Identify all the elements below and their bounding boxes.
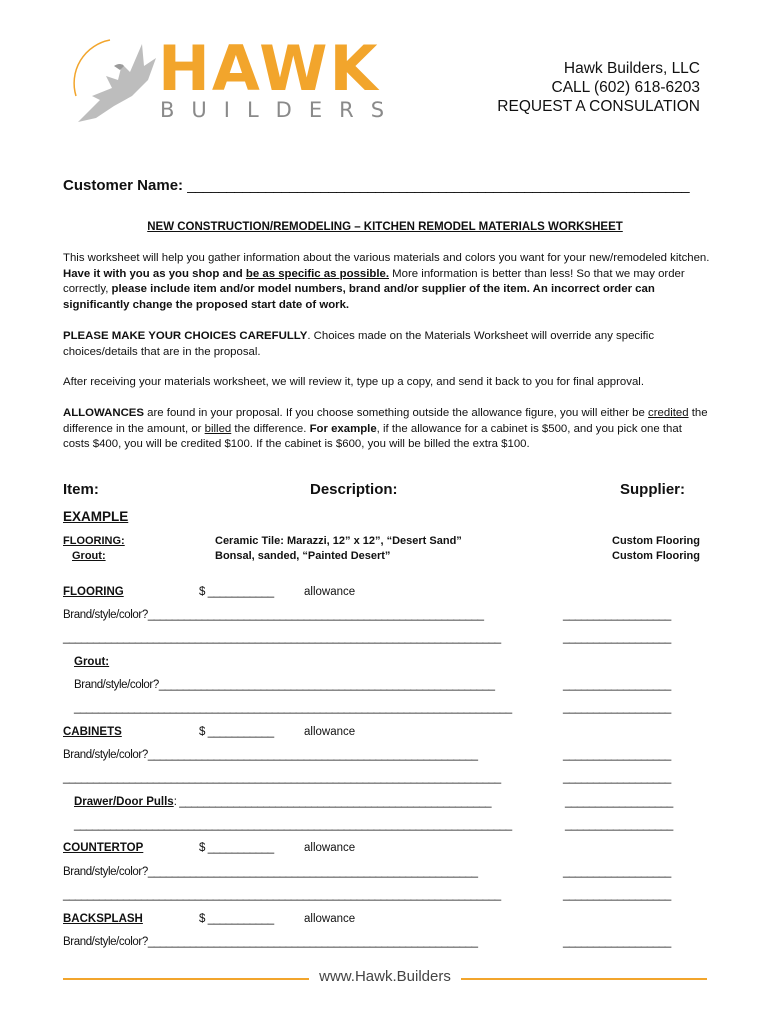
example-label: EXAMPLE: [63, 509, 129, 524]
intro-paragraph-4: [63, 406, 711, 453]
cabinets-allowance-input[interactable]: $ ___________: [199, 726, 274, 738]
flooring-supplier-line-2[interactable]: __________________: [563, 632, 671, 644]
column-header-supplier: Supplier:: [620, 481, 686, 498]
pulls-supplier-line-1[interactable]: __________________: [565, 796, 673, 808]
countertop-heading: COUNTERTOP: [63, 842, 144, 854]
intro-paragraph-1: [63, 251, 711, 313]
pulls-label: Drawer/Door Pulls: [74, 796, 174, 808]
grout-supplier-line-1[interactable]: __________________: [563, 679, 671, 691]
countertop-extra-line[interactable]: _________________________________________________________________________: [63, 889, 501, 901]
p1-text-d: More information is better than less! So that we may order correctly,: [63, 267, 685, 295]
flooring-brand-line[interactable]: Brand/style/color?________________________________________________________: [63, 609, 484, 621]
customer-name-field[interactable]: [63, 177, 689, 194]
backsplash-supplier-line-1[interactable]: __________________: [563, 936, 671, 948]
p4-text-g: For example: [309, 422, 377, 435]
pulls-line[interactable]: : ____________________________________________________: [173, 796, 492, 808]
grout-heading: Grout:: [74, 656, 110, 668]
hawk-bird-icon: [70, 36, 170, 128]
company-name: Hawk Builders, LLC: [563, 60, 700, 77]
p2-text-b: . Choices made on the Materials Worksheet will override any specific choices/details that are in the proposal.: [63, 330, 655, 358]
pulls-supplier-line-2[interactable]: __________________: [565, 819, 673, 831]
countertop-allowance-input[interactable]: $ ___________: [199, 842, 274, 854]
company-info: [497, 59, 700, 116]
pulls-extra-line[interactable]: _________________________________________________________________________: [74, 819, 512, 831]
footer-website[interactable]: [0, 968, 770, 985]
column-header-description: Description:: [310, 481, 398, 498]
p1-text-a: This worksheet will help you gather information about the various materials and colors you want for your new/remodeled kitchen.: [63, 252, 710, 264]
p4-text-f: the difference.: [231, 422, 310, 435]
p4-text-a: ALLOWANCES: [63, 407, 144, 419]
countertop-brand-line[interactable]: Brand/style/color?_______________________________________________________: [63, 866, 478, 878]
example-flooring-label: FLOORING:: [63, 535, 125, 547]
backsplash-brand-line[interactable]: Brand/style/color?_______________________________________________________: [63, 936, 478, 948]
backsplash-heading: BACKSPLASH: [63, 913, 143, 925]
cabinets-brand-line[interactable]: Brand/style/color?_______________________________________________________: [63, 749, 478, 761]
flooring-extra-line[interactable]: _________________________________________________________________________: [63, 632, 501, 644]
p4-text-c: credited: [648, 407, 689, 419]
example-flooring-supplier: Custom Flooring: [612, 535, 700, 547]
example-flooring-description: Ceramic Tile: Marazzi, 12” x 12”, “Desert Sand”: [215, 535, 462, 547]
footer-website-link[interactable]: www.Hawk.Builders: [309, 968, 461, 985]
grout-supplier-line-2[interactable]: __________________: [563, 702, 671, 714]
p2-text-a: PLEASE MAKE YOUR CHOICES CAREFULLY: [63, 330, 308, 342]
p1-text-b: Have it with you as you shop and: [63, 267, 246, 280]
example-grout-label: Grout:: [72, 550, 106, 562]
cabinets-extra-line[interactable]: _________________________________________________________________________: [63, 772, 501, 784]
logo-main-text: HAWK: [158, 32, 380, 105]
p4-text-b: are found in your proposal. If you choose something outside the allowance figure, you will either be: [144, 407, 649, 419]
phone-number[interactable]: CALL (602) 618-6203: [551, 79, 700, 96]
p4-text-h: , if the allowance for a cabinet is $500, and you pick one that costs $400, you will be credited $100. If the cabinet is $600, you will be billed the extra $100.: [63, 422, 682, 450]
backsplash-allowance-input[interactable]: $ ___________: [199, 913, 274, 925]
worksheet-title: NEW CONSTRUCTION/REMODELING – KITCHEN REMODEL MATERIALS WORKSHEET: [147, 221, 623, 233]
intro-paragraph-2: [63, 329, 711, 360]
cabinets-heading: CABINETS: [63, 726, 122, 738]
example-grout-supplier: Custom Flooring: [612, 550, 700, 562]
customer-name-line[interactable]: ________________________________________________________________: [187, 177, 690, 194]
p4-text-d: the difference in the amount, or: [63, 407, 708, 435]
p1-text-c: be as specific as possible.: [245, 267, 390, 280]
flooring-allowance-label: allowance: [304, 586, 356, 598]
example-grout-description: Bonsal, sanded, “Painted Desert”: [215, 550, 391, 562]
customer-name-label: Customer Name:: [63, 177, 184, 194]
p4-text-e: billed: [204, 422, 232, 435]
intro-paragraph-3: After receiving your materials worksheet, we will review it, type up a copy, and send it back to you for final approval.: [63, 376, 644, 388]
countertop-allowance-label: allowance: [304, 842, 356, 854]
countertop-supplier-line-2[interactable]: __________________: [563, 889, 671, 901]
cabinets-supplier-line-1[interactable]: __________________: [563, 749, 671, 761]
column-header-item: Item:: [63, 481, 99, 498]
countertop-supplier-line-1[interactable]: __________________: [563, 866, 671, 878]
backsplash-allowance-label: allowance: [304, 913, 356, 925]
pulls-row[interactable]: [74, 796, 491, 808]
cabinets-supplier-line-2[interactable]: __________________: [563, 772, 671, 784]
grout-extra-line[interactable]: _________________________________________________________________________: [74, 702, 512, 714]
p1-text-e: please include item and/or model numbers, brand and/or supplier of the item. An incorrect order can significantly change the proposed start date of work.: [63, 283, 655, 311]
flooring-heading: FLOORING: [63, 586, 124, 598]
consultation-link[interactable]: REQUEST A CONSULATION: [497, 98, 700, 115]
flooring-supplier-line-1[interactable]: __________________: [563, 609, 671, 621]
logo-sub-text: BUILDERS: [160, 98, 402, 122]
grout-brand-line[interactable]: Brand/style/color?________________________________________________________: [74, 679, 495, 691]
cabinets-allowance-label: allowance: [304, 726, 356, 738]
flooring-allowance-input[interactable]: $ ___________: [199, 586, 274, 598]
